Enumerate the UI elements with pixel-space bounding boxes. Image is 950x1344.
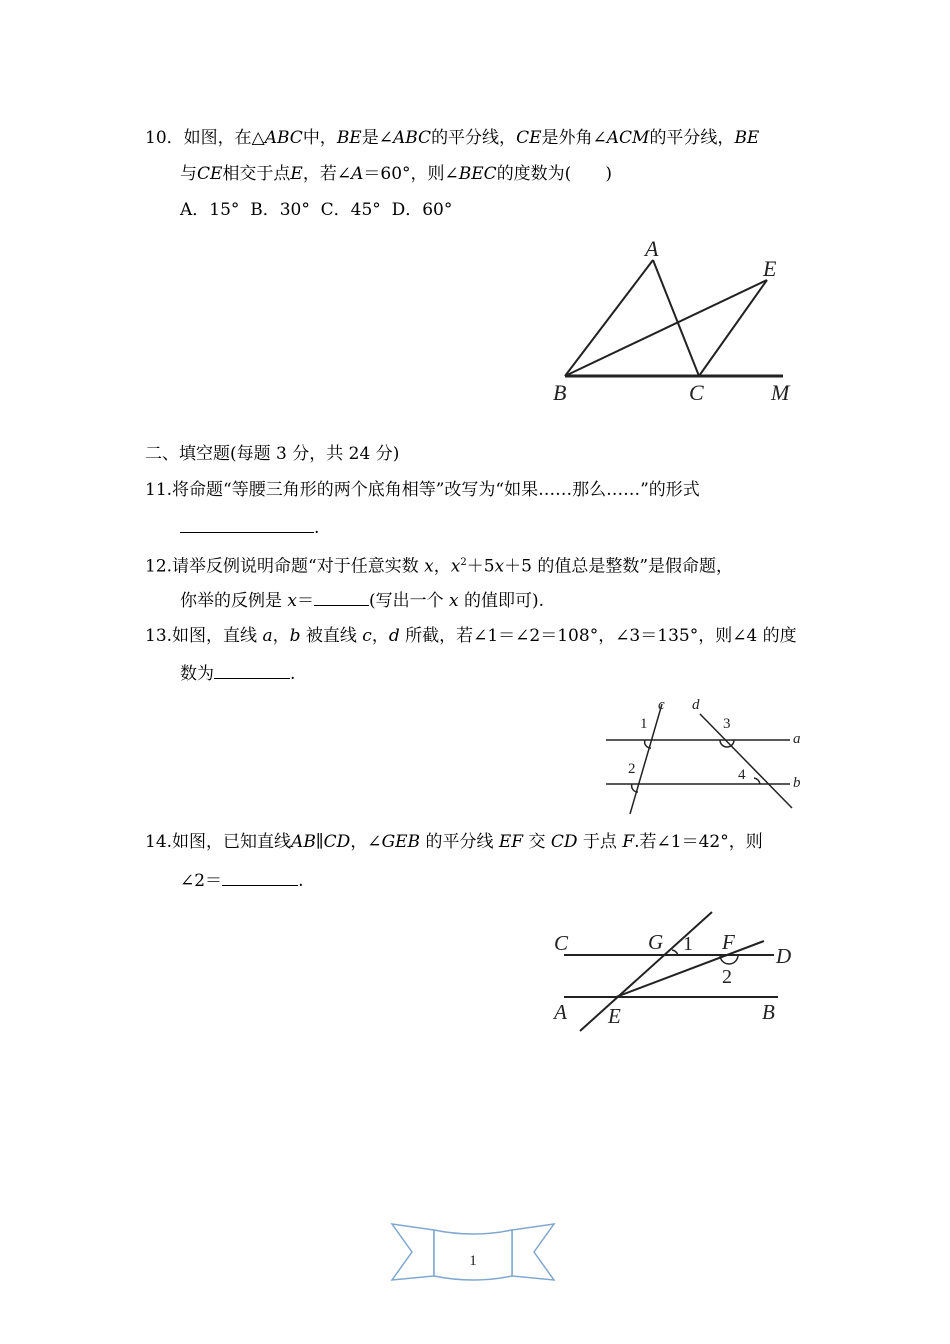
text: 将命题“等腰三角形的两个底角相等”改写为“如果……那么……”的形式 <box>172 480 700 500</box>
q10-figure <box>545 230 805 410</box>
line-ac <box>653 260 699 376</box>
text: . <box>314 518 320 538</box>
label-b: B <box>553 380 567 405</box>
text: ＝60°，则∠ <box>363 164 459 184</box>
text: 与 <box>180 164 197 184</box>
text: 交 <box>528 832 546 852</box>
text: ABC <box>392 128 432 148</box>
text: ABC <box>264 128 303 148</box>
q13-answer-blank[interactable] <box>214 662 290 679</box>
text: ) <box>571 164 612 184</box>
text: 如图，直线 <box>172 626 258 646</box>
q13-figure <box>600 692 812 818</box>
text: 2 <box>460 557 467 568</box>
text: BE <box>336 128 362 148</box>
text: 于点 <box>582 832 617 852</box>
label-m: M <box>771 380 790 405</box>
text: ＋5 <box>466 556 495 577</box>
text: a <box>262 626 273 646</box>
text: AB∥CD <box>291 832 351 852</box>
text: 的平分线 <box>425 832 494 852</box>
text: CD <box>550 832 578 852</box>
text: x <box>494 556 505 577</box>
text: 中， <box>302 128 337 148</box>
angle-4-arc <box>754 778 760 784</box>
label-g: G <box>648 930 664 954</box>
text: 相交于点 <box>222 164 291 184</box>
ribbon-right-tail <box>512 1224 554 1280</box>
text: ＋5 的值总是整数”是假命题， <box>504 556 734 577</box>
text: x <box>424 556 434 577</box>
label-1: 1 <box>640 716 648 732</box>
text: ∠2＝ <box>180 871 223 891</box>
text: . <box>298 871 304 891</box>
q14-figure <box>550 905 810 1035</box>
q12-line2 <box>180 589 544 612</box>
line-ce <box>699 280 767 376</box>
line-d <box>700 714 792 808</box>
text: 所截，若∠1＝∠2＝108°，∠3＝135°，则∠4 的度 <box>405 626 797 646</box>
q14-answer-blank[interactable] <box>222 869 298 886</box>
line-ge <box>580 912 712 1031</box>
label-e: E <box>608 1004 621 1028</box>
label-c: c <box>658 697 665 713</box>
text: ＝ <box>297 591 314 611</box>
ribbon-left-tail <box>392 1224 434 1280</box>
text: c <box>362 626 372 646</box>
text: BEC <box>458 164 497 184</box>
text: 你举的反例是 <box>180 591 282 611</box>
text: x <box>287 591 297 611</box>
label-3: 3 <box>723 716 731 732</box>
text: . <box>290 664 296 684</box>
q11-number: 11. <box>145 480 173 500</box>
text: x <box>449 591 459 611</box>
text: b <box>289 626 301 646</box>
label-a: A <box>554 1000 567 1024</box>
q11-line1 <box>145 479 700 501</box>
text: .若∠1＝42°，则 <box>634 832 763 852</box>
text: 的平分线， <box>431 128 517 148</box>
text: ，∠ <box>350 832 382 852</box>
line-ba <box>565 260 653 376</box>
label-b: B <box>762 1000 775 1024</box>
text: 如图，已知直线 <box>172 832 292 852</box>
q13-line1 <box>145 625 797 647</box>
section-title: 二、填空题(每题 3 分，共 24 分) <box>145 444 400 464</box>
label-b: b <box>793 775 801 791</box>
q10-number: 10． <box>145 128 184 148</box>
q10-options: A．15° B．30° C．45° D．60° <box>180 200 453 220</box>
label-2: 2 <box>628 761 636 777</box>
text: (写出一个 <box>369 591 444 611</box>
q12-answer-blank[interactable] <box>314 589 369 606</box>
text: ACM <box>606 128 650 148</box>
text: GEB <box>381 832 421 852</box>
label-2: 2 <box>722 966 732 988</box>
label-4: 4 <box>738 767 746 783</box>
text: 如图，在△ <box>183 128 265 148</box>
text: 的平分线， <box>649 128 735 148</box>
text: 数为 <box>180 664 214 684</box>
text: F <box>622 832 635 852</box>
q10-line2 <box>180 163 612 185</box>
text: CE <box>516 128 542 148</box>
q11-line2 <box>180 516 319 539</box>
q10-line1 <box>145 127 759 149</box>
q14-number: 14. <box>145 832 173 852</box>
q11-answer-blank[interactable] <box>180 516 314 533</box>
q12-line1 <box>145 552 733 578</box>
text: ，若∠ <box>302 164 352 184</box>
text: 请举反例说明命题“对于任意实数 <box>172 556 419 577</box>
page-number: 1 <box>469 1253 477 1269</box>
text: CE <box>197 164 223 184</box>
label-f: F <box>722 930 735 954</box>
q12-number: 12. <box>145 556 173 577</box>
text: BE <box>734 128 760 148</box>
label-d: D <box>776 944 792 968</box>
page-number-ribbon <box>390 1220 556 1286</box>
text: E <box>290 164 303 184</box>
q14-line2 <box>180 869 303 892</box>
label-d: d <box>692 697 700 713</box>
text: 的度数为( <box>496 164 572 184</box>
text: x <box>450 556 461 577</box>
q13-line2 <box>180 662 295 685</box>
text: ， <box>371 626 389 646</box>
q13-number: 13. <box>145 626 173 646</box>
text: 是外角∠ <box>541 128 607 148</box>
label-1: 1 <box>683 933 693 955</box>
label-a: a <box>793 731 801 747</box>
label-a: A <box>645 236 659 261</box>
text: ， <box>272 626 290 646</box>
label-c: C <box>689 380 704 405</box>
text: d <box>388 626 400 646</box>
text: 是∠ <box>361 128 393 148</box>
label-e: E <box>763 256 777 281</box>
q14-line1 <box>145 831 763 853</box>
text: ， <box>433 556 451 577</box>
text: EF <box>498 832 524 852</box>
label-c: C <box>554 931 569 955</box>
text: A <box>351 164 364 184</box>
text: 的值即可). <box>464 591 545 611</box>
text: 被直线 <box>305 626 357 646</box>
